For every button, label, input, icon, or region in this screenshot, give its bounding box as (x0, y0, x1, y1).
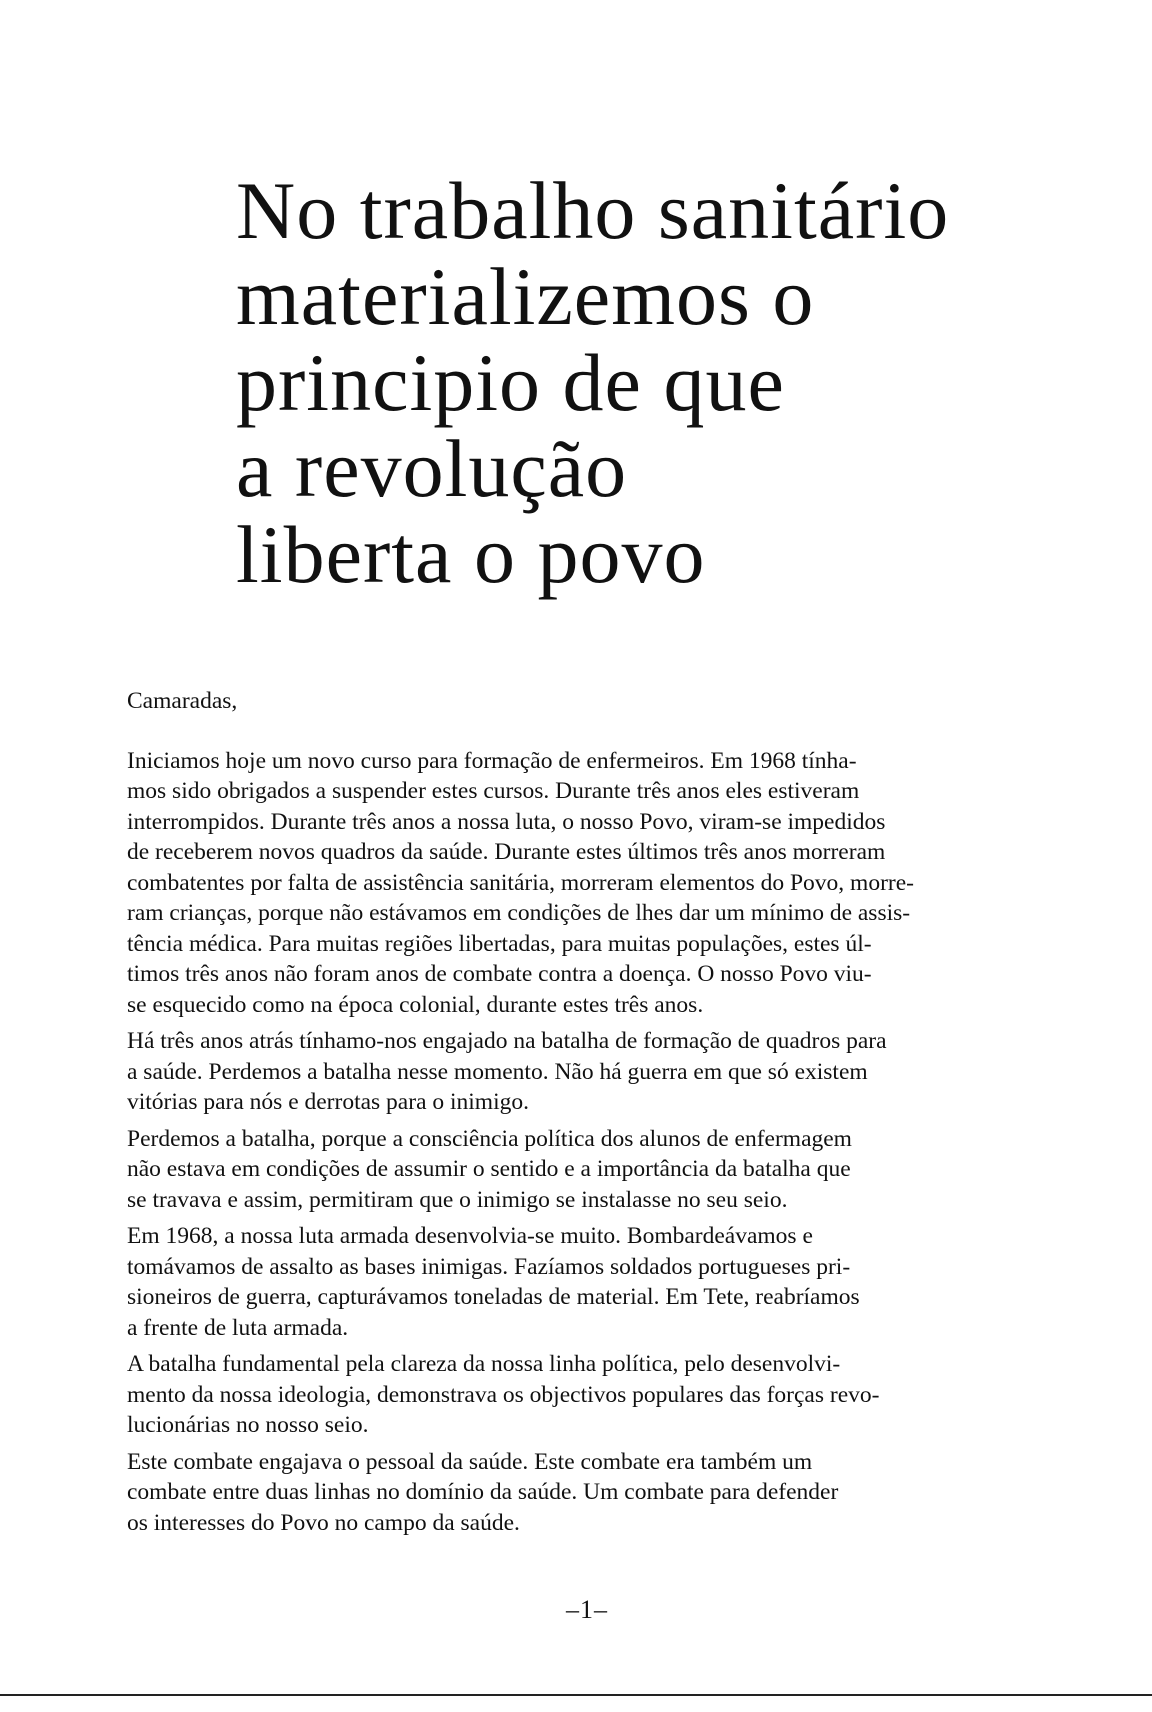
text-line: combatentes por falta de assistência sanitária, morreram elementos do Povo, morre- (127, 869, 914, 896)
text-line: interrompidos. Durante três anos a nossa luta, o nosso Povo, viram-se impedidos (127, 808, 886, 835)
text-line: A batalha fundamental pela clareza da nossa linha política, pelo desenvolvi- (127, 1351, 841, 1377)
title-line: a revolução (236, 423, 628, 514)
body-text (127, 686, 1072, 1544)
page-number: –1– (566, 1595, 608, 1624)
salutation: Camaradas, (127, 688, 238, 714)
page-title (236, 165, 996, 600)
paragraph (127, 1221, 1072, 1343)
paragraph (127, 1349, 1072, 1441)
text-line: vitórias para nós e derrotas para o inimigo. (127, 1089, 529, 1115)
text-line: sioneiros de guerra, capturávamos toneladas de material. Em Tete, reabríamos (127, 1284, 860, 1310)
text-line: Iniciamos hoje um novo curso para formação de enfermeiros. Em 1968 tínha- (127, 747, 857, 774)
text-line: tência médica. Para muitas regiões libertadas, para muitas populações, estes úl- (127, 930, 872, 957)
text-line: Este combate engajava o pessoal da saúde. Este combate era também um (127, 1448, 813, 1475)
text-line: lucionárias no nosso seio. (127, 1412, 369, 1438)
text-line: combate entre duas linhas no domínio da saúde. Um combate para defender (127, 1479, 839, 1505)
bottom-rule (0, 1694, 1152, 1696)
title-line: No trabalho sanitário (236, 165, 950, 256)
paragraph (127, 1447, 1072, 1539)
text-line: timos três anos não foram anos de combate contra a doença. O nosso Povo viu- (127, 961, 872, 987)
text-line: ram crianças, porque não estávamos em condições de lhes dar um mínimo de assis- (127, 900, 911, 926)
text-line: Em 1968, a nossa luta armada desenvolvia-se muito. Bombardeávamos e (127, 1223, 813, 1249)
text-line: a saúde. Perdemos a batalha nesse momento. Não há guerra em que só existem (127, 1058, 868, 1085)
text-line: se esquecido como na época colonial, durante estes três anos. (127, 991, 704, 1018)
text-line: a frente de luta armada. (127, 1314, 349, 1341)
text-line: mento da nossa ideologia, demonstrava os objectivos populares das forças revo- (127, 1381, 880, 1408)
title-line: liberta o povo (236, 509, 706, 600)
text-line: tomávamos de assalto as bases inimigas. Fazíamos soldados portugueses pri- (127, 1253, 851, 1280)
title-line: materializemos o (236, 251, 815, 342)
text-line: os interesses do Povo no campo da saúde. (127, 1509, 520, 1536)
text-line: não estava em condições de assumir o sentido e a importância da batalha que (127, 1156, 851, 1182)
title-line: principio de que (236, 337, 785, 428)
paragraph (127, 1026, 1072, 1118)
text-line: de receberem novos quadros da saúde. Durante estes últimos três anos morreram (127, 839, 886, 865)
text-line: se travava e assim, permitiram que o inimigo se instalasse no seu seio. (127, 1186, 788, 1213)
text-line: Perdemos a batalha, porque a consciência política dos alunos de enfermagem (127, 1125, 852, 1152)
text-line: Há três anos atrás tínhamo-nos engajado na batalha de formação de quadros para (127, 1028, 887, 1054)
paragraph (127, 746, 1072, 1021)
paragraph (127, 1124, 1072, 1216)
text-line: mos sido obrigados a suspender estes cursos. Durante três anos eles estiveram (127, 778, 860, 804)
